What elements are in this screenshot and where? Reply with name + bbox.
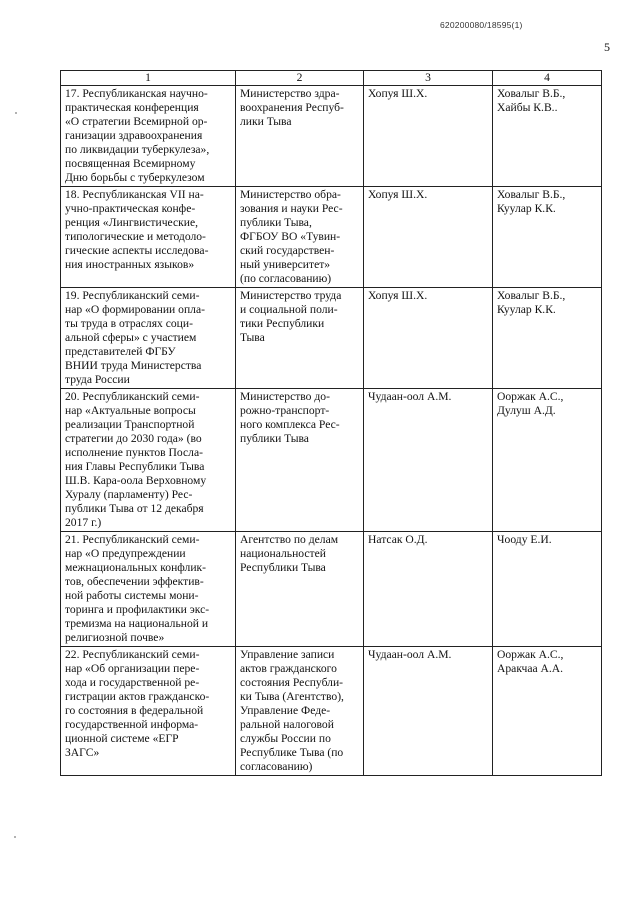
organizer-cell: Министерство до- рожно-транспорт- ного комплекса Рес- публики Тыва [236, 389, 364, 532]
organizer-cell: Министерство здра- воохранения Респуб- лики Тыва [236, 86, 364, 187]
executors-cell: Ховалыг В.Б., Хайбы К.В.. [493, 86, 602, 187]
executors-cell: Ховалыг В.Б., Куулар К.К. [493, 187, 602, 288]
event-cell: 22. Республиканский семи- нар «Об организации пере- хода и государственной ре- гистрации актов гражданско- го состояния в федеральной государственной информа- ционной системе «ЕГР ЗАГС» [61, 647, 236, 776]
page-number: 5 [604, 40, 610, 54]
scan-speck [15, 112, 17, 114]
table-row [61, 647, 602, 776]
organizer-cell: Управление записи актов гражданского состояния Республи- ки Тыва (Агентство), Управление Феде- ральной налоговой службы России по Республике Тыва (по согласованию) [236, 647, 364, 776]
responsible-cell: Натсак О.Д. [364, 532, 493, 647]
table-row [61, 288, 602, 389]
responsible-cell: Хопуя Ш.Х. [364, 86, 493, 187]
scan-speck [14, 836, 16, 838]
event-cell: 19. Республиканский семи- нар «О формировании опла- ты труда в отраслях соци- альной сферы» с участием представителей ФГБУ ВНИИ труда Министерства труда России [61, 288, 236, 389]
column-header-3: 3 [364, 71, 493, 86]
table-row [61, 187, 602, 288]
executors-cell: Ооржак А.С., Аракчаа А.А. [493, 647, 602, 776]
event-cell: 17. Республиканская научно- практическая конференция «О стратегии Всемирной ор- ганизации здравоохранения по ликвидации туберкулеза», посвященная Всемирному Дню борьбы с туберкулезом [61, 86, 236, 187]
events-table [60, 70, 602, 776]
table-row [61, 86, 602, 187]
organizer-cell: Министерство труда и социальной поли- тики Республики Тыва [236, 288, 364, 389]
organizer-cell: Министерство обра- зования и науки Рес- публики Тыва, ФГБОУ ВО «Тувин- ский государствен- ный университет» (по согласованию) [236, 187, 364, 288]
executors-cell: Ооржак А.С., Дулуш А.Д. [493, 389, 602, 532]
responsible-cell: Чудаан-оол А.М. [364, 389, 493, 532]
table-header-row [61, 71, 602, 86]
event-cell: 20. Республиканский семи- нар «Актуальные вопросы реализации Транспортной стратегии до 2030 года» (во исполнение пунктов Посла- ния Главы Республики Тыва Ш.В. Кара-оола Верховному Хуралу (парламенту) Рес- публики Тыва от 12 декабря 2017 г.) [61, 389, 236, 532]
executors-cell: Ховалыг В.Б., Куулар К.К. [493, 288, 602, 389]
responsible-cell: Хопуя Ш.Х. [364, 187, 493, 288]
event-cell: 21. Республиканский семи- нар «О предупреждении межнациональных конфлик- тов, обеспечении эффектив- ной работы системы мони- торинга и профилактики экс- тремизма на национальной и религиозной почве» [61, 532, 236, 647]
column-header-1: 1 [61, 71, 236, 86]
responsible-cell: Хопуя Ш.Х. [364, 288, 493, 389]
responsible-cell: Чудаан-оол А.М. [364, 647, 493, 776]
column-header-2: 2 [236, 71, 364, 86]
document-code: 620200080/18595(1) [440, 20, 523, 30]
executors-cell: Чооду Е.И. [493, 532, 602, 647]
event-cell: 18. Республиканская VII на- учно-практическая конфе- ренция «Лингвистические, типологические и методоло- гические аспекты исследова- ния иностранных языков» [61, 187, 236, 288]
table-row [61, 389, 602, 532]
column-header-4: 4 [493, 71, 602, 86]
table-row [61, 532, 602, 647]
organizer-cell: Агентство по делам национальностей Республики Тыва [236, 532, 364, 647]
